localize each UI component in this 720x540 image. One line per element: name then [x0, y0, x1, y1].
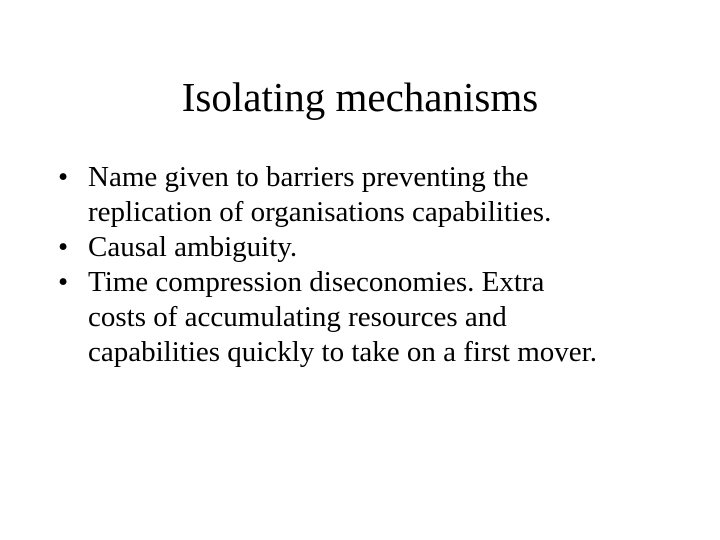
bullet-item-causal-ambiguity [58, 230, 698, 265]
bullet-marker: • [58, 231, 69, 263]
bullet-item-barriers [58, 160, 698, 230]
bullet-marker: • [58, 266, 69, 298]
bullet-list [58, 160, 698, 370]
bullet-line: Time compression diseconomies. Extra [88, 266, 545, 298]
bullet-line: Name given to barriers preventing the [88, 161, 529, 193]
bullet-line: costs of accumulating resources and [88, 301, 507, 333]
bullet-item-time-compression [58, 265, 698, 370]
slide-title: Isolating mechanisms [181, 74, 539, 120]
bullet-line: Causal ambiguity. [88, 231, 298, 263]
bullet-marker: • [58, 161, 69, 193]
bullet-line: replication of organisations capabilities. [88, 196, 552, 228]
bullet-line: capabilities quickly to take on a first mover. [88, 336, 597, 368]
